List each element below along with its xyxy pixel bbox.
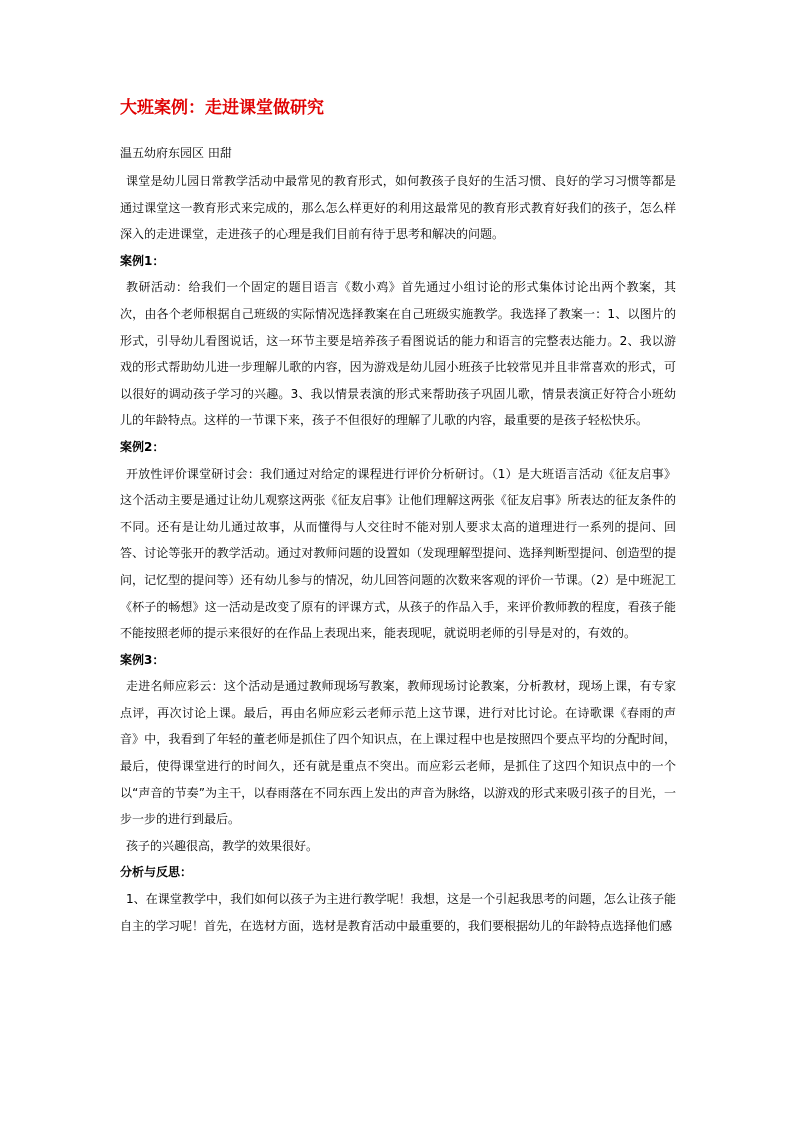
- case1-paragraph: 教研活动：给我们一个固定的题目语言《数小鸡》首先通过小组讨论的形式集体讨论出两个教案，其次，由各个老师根据自己班级的实际情况选择教案在自己班级实施教学。我选择了教案一：1、以图片的形式，引导幼儿看图说话，这一环节主要是培养孩子看图说话的能力和语言的完整表达能力。2、我以游戏的形式帮助幼儿进一步理解儿歌的内容，因为游戏是幼儿园小班孩子比较常见并且非常喜欢的形式，可以很好的调动孩子学习的兴趣。3、我以情景表演的形式来帮助孩子巩固儿歌，情景表演正好符合小班幼儿的年龄特点。这样的一节课下来，孩子不但很好的理解了儿歌的内容，最重要的是孩子轻松快乐。: [120, 280, 676, 428]
- case3-heading: 案例3：: [120, 652, 165, 667]
- page-title: 大班案例：走进课堂做研究: [120, 98, 324, 118]
- analysis-paragraph: 1、在课堂教学中，我们如何以孩子为主进行教学呢！我想，这是一个引起我思考的问题，怎么让孩子能自主的学习呢！首先，在选材方面，选材是教育活动中最重要的，我们要根据幼儿的年龄特点选择他们感: [120, 892, 676, 933]
- case3-note: 孩子的兴趣很高，教学的效果很好。: [126, 838, 319, 853]
- intro-paragraph: 课堂是幼儿园日常教学活动中最常见的教育形式，如何教孩子良好的生活习惯、良好的学习习惯等都是通过课堂这一教育形式来完成的，那么怎么样更好的利用这最常见的教育形式教育好我们的孩子，怎么样深入的走进课堂，走进孩子的心理是我们目前有待于思考和解决的问题。: [120, 174, 676, 242]
- case2-paragraph: 开放性评价课堂研讨会：我们通过对给定的课程进行评价分析研讨。（1）是大班语言活动《征友启事》这个活动主要是通过让幼儿观察这两张《征友启事》让他们理解这两张《征友启事》所表达的征友条件的不同。还有是让幼儿通过故事，从而懂得与人交往时不能对别人要求太高的道理进行一系列的提问、回答、讨论等张开的教学活动。通过对教师问题的设置如（发现理解型提问、选择判断型提问、创造型的提问，记忆型的提问等）还有幼儿参与的情况，幼儿回答问题的次数来客观的评价一节课。（2）是中班泥工《杯子的畅想》这一活动是改变了原有的评课方式，从孩子的作品入手，来评价教师教的程度，看孩子能不能按照老师的提示来很好的在作品上表现出来，能表现呢，就说明老师的引导是对的，有效的。: [120, 466, 676, 641]
- document-body: [120, 168, 676, 939]
- case1-heading: 案例1：: [120, 253, 165, 268]
- author-line: 温五幼府东园区 田甜: [120, 146, 232, 160]
- analysis-heading: 分析与反思：: [120, 865, 193, 880]
- case3-paragraph: 走进名师应彩云：这个活动是通过教师现场写教案，教师现场讨论教案，分析教材，现场上课，有专家点评，再次讨论上课。最后，再由名师应彩云老师示范上这节课，进行对比讨论。在诗歌课《春雨的声音》中，我看到了年轻的董老师是抓住了四个知识点，在上课过程中也是按照四个要点平均的分配时间，最后，使得课堂进行的时间久，还有就是重点不突出。而应彩云老师，是抓住了这四个知识点中的一个以“声音的节奏”为主干，以春雨落在不同东西上发出的声音为脉络，以游戏的形式来吸引孩子的目光，一步一步的进行到最后。: [120, 679, 676, 827]
- case2-heading: 案例2：: [120, 439, 165, 454]
